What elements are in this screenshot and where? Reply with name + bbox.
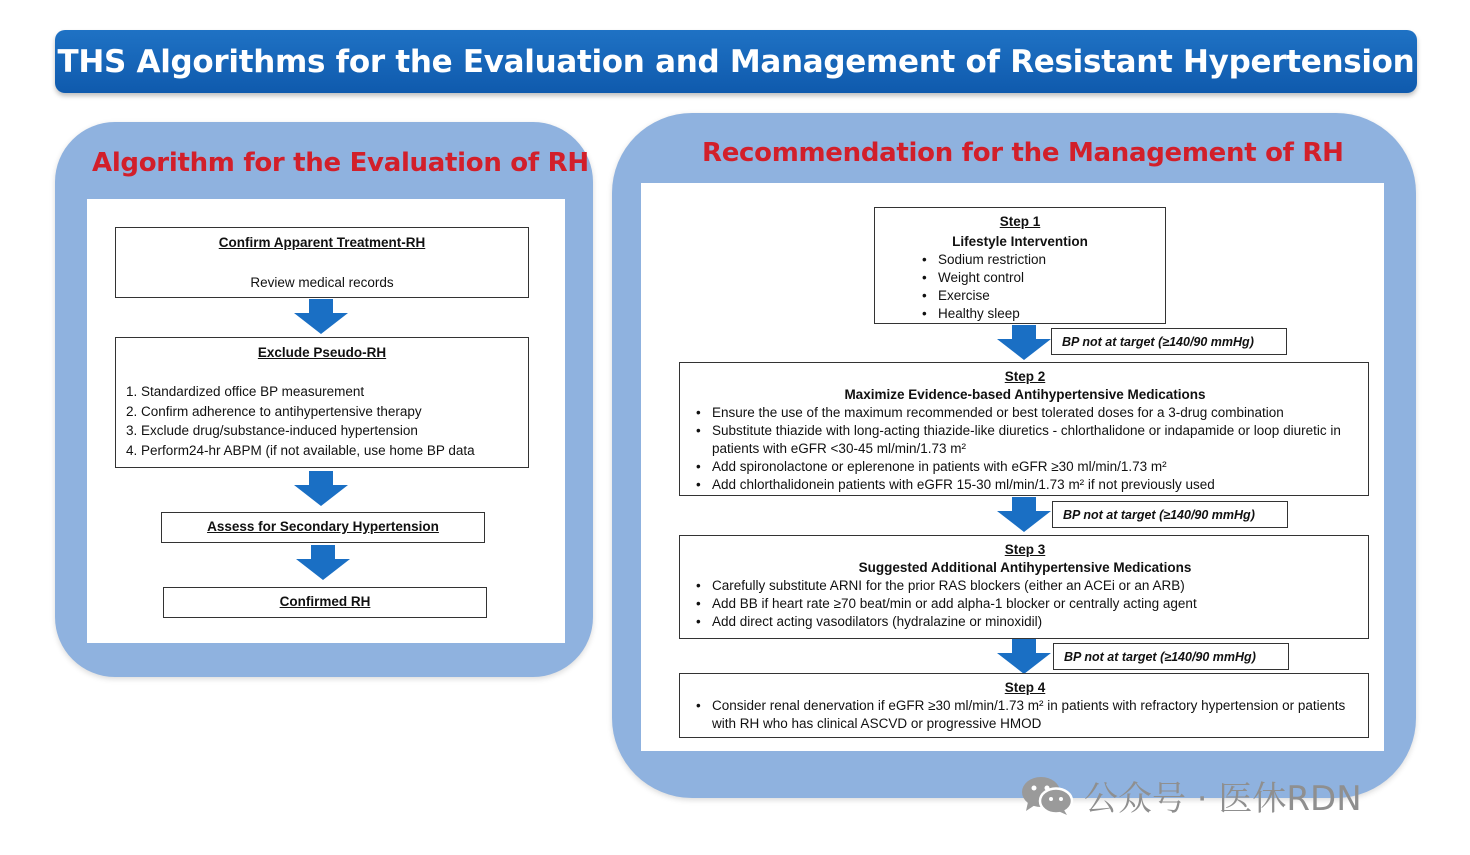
management-title: Recommendation for the Management of RH	[702, 138, 1344, 168]
step2-box	[679, 362, 1369, 496]
watermark	[1020, 772, 1362, 818]
down-arrow-icon	[995, 639, 1053, 675]
confirm-apparent-text: Review medical records	[250, 275, 394, 290]
list-item: • Exercise	[938, 287, 1165, 305]
step1-list	[915, 251, 1165, 323]
step3-box	[679, 535, 1369, 639]
page-title: THS Algorithms for the Evaluation and Management of Resistant Hypertension	[57, 43, 1415, 80]
down-arrow-icon	[995, 325, 1053, 361]
management-panel	[612, 113, 1416, 798]
list-item: • Consider renal denervation if eGFR ≥30 ml/min/1.73 m² in patients with refractory hypertension or patients with RH who has clinical ASCVD or progressive HMOD	[712, 697, 1358, 733]
list-item: 1. Standardized office BP measurement	[126, 384, 365, 399]
secondary-hypertension-box	[161, 512, 485, 543]
confirm-apparent-box	[115, 227, 529, 298]
step1-subtitle: Lifestyle Intervention	[952, 234, 1088, 249]
confirmed-rh-heading: Confirmed RH	[279, 594, 371, 609]
step2-list	[692, 404, 1358, 494]
step3-label: Step 3	[1004, 542, 1046, 557]
bp-not-at-target-note: BP not at target (≥140/90 mmHg)	[1051, 328, 1287, 355]
list-item: • Substitute thiazide with long-acting thiazide-like diuretics - chlorthalidone or indapamide or loop diuretic in patients with eGFR <30-45 ml/min/1.73 m²	[712, 422, 1358, 458]
down-arrow-icon	[292, 299, 350, 335]
step4-box	[679, 673, 1369, 738]
bp-not-at-target-note: BP not at target (≥140/90 mmHg)	[1053, 643, 1289, 670]
list-item: • Carefully substitute ARNI for the prior RAS blockers (either an ACEi or an ARB)	[712, 577, 1358, 595]
list-item: • Add chlorthalidonein patients with eGFR 15-30 ml/min/1.73 m² if not previously used	[712, 476, 1358, 494]
step2-label: Step 2	[1004, 369, 1046, 384]
bp-not-at-target-note: BP not at target (≥140/90 mmHg)	[1052, 501, 1288, 528]
list-item: • Ensure the use of the maximum recommended or best tolerated doses for a 3-drug combination	[712, 404, 1358, 422]
wechat-icon	[1020, 775, 1074, 815]
evaluation-title: Algorithm for the Evaluation of RH	[92, 148, 589, 178]
down-arrow-icon	[292, 471, 350, 507]
list-item: • Add direct acting vasodilators (hydralazine or minoxidil)	[712, 613, 1358, 631]
list-item: • Weight control	[938, 269, 1165, 287]
list-item: • Sodium restriction	[938, 251, 1165, 269]
down-arrow-icon	[294, 545, 352, 581]
step3-subtitle: Suggested Additional Antihypertensive Medications	[858, 560, 1192, 575]
evaluation-panel	[55, 122, 593, 677]
step4-label: Step 4	[1004, 680, 1046, 695]
step2-subtitle: Maximize Evidence-based Antihypertensive Medications	[844, 387, 1206, 402]
list-item: 2. Confirm adherence to antihypertensive therapy	[126, 403, 422, 419]
list-item: 3. Exclude drug/substance-induced hypertension	[126, 423, 418, 438]
step4-list	[692, 697, 1358, 733]
page-title-banner	[55, 30, 1417, 93]
exclude-pseudo-box	[115, 337, 529, 468]
step3-list	[692, 577, 1358, 631]
list-item: • Add spironolactone or eplerenone in patients with eGFR ≥30 ml/min/1.73 m²	[712, 458, 1358, 476]
step1-box	[874, 207, 1166, 324]
exclude-pseudo-heading: Exclude Pseudo-RH	[257, 345, 387, 360]
down-arrow-icon	[995, 497, 1053, 533]
secondary-hypertension-heading: Assess for Secondary Hypertension	[207, 519, 439, 534]
list-item: • Add BB if heart rate ≥70 beat/min or add alpha-1 blocker or centrally acting agent	[712, 595, 1358, 613]
step1-label: Step 1	[999, 214, 1041, 229]
watermark-text: 公众号 · 医休RDN	[1084, 778, 1362, 819]
confirmed-rh-box	[163, 587, 487, 618]
evaluation-sheet	[87, 199, 565, 643]
management-sheet	[641, 183, 1384, 751]
list-item: 4. Perform24-hr ABPM (if not available, use home BP data	[126, 442, 475, 458]
exclude-pseudo-list	[126, 382, 518, 460]
list-item: • Healthy sleep	[938, 305, 1165, 323]
confirm-apparent-heading: Confirm Apparent Treatment-RH	[218, 235, 426, 250]
